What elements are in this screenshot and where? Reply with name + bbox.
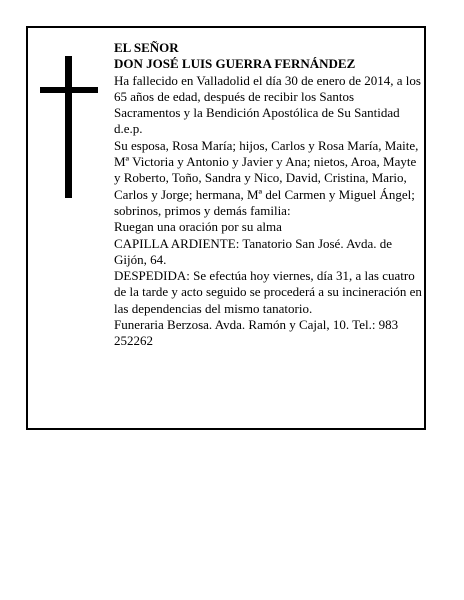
cross-icon <box>40 56 98 198</box>
obituary-notice <box>26 26 426 430</box>
farewell-info: DESPEDIDA: Se efectúa hoy viernes, día 31, a las cuatro de la tarde y acto seguido se procederá a su incineración en las dependencias del mismo tanatorio. <box>114 268 422 316</box>
deceased-name: DON JOSÉ LUIS GUERRA FERNÁNDEZ <box>114 56 356 72</box>
notice-body <box>114 40 422 350</box>
funeral-home-info: Funeraria Berzosa. Avda. Ramón y Cajal, 10. Tel.: 983 252262 <box>114 317 399 349</box>
cross-horizontal-bar <box>40 87 98 93</box>
chapel-info: CAPILLA ARDIENTE: Tanatorio San José. Avda. de Gijón, 64. <box>114 235 393 267</box>
title-line-1: EL SEÑOR <box>114 40 179 55</box>
prayer-request: Ruegan una oración por su alma <box>114 219 282 235</box>
cross-vertical-bar <box>65 56 72 198</box>
family-list: Su esposa, Rosa María; hijos, Carlos y Rosa María, Maite, Mª Victoria y Antonio y Javier y Ana; nietos, Aroa, Mayte y Roberto, Toño, Sandra y Nico, David, Cristina, Mario, Carlos y Jorge; hermana, Mª del Carmen y Miguel Ángel; sobrinos, primos y demás familia: <box>114 137 419 218</box>
death-statement: Ha fallecido en Valladolid el día 30 de enero de 2014, a los 65 años de edad, después de recibir los Santos Sacramentos y la Bendición Apostólica de Su Santidad d.e.p. <box>114 72 421 137</box>
